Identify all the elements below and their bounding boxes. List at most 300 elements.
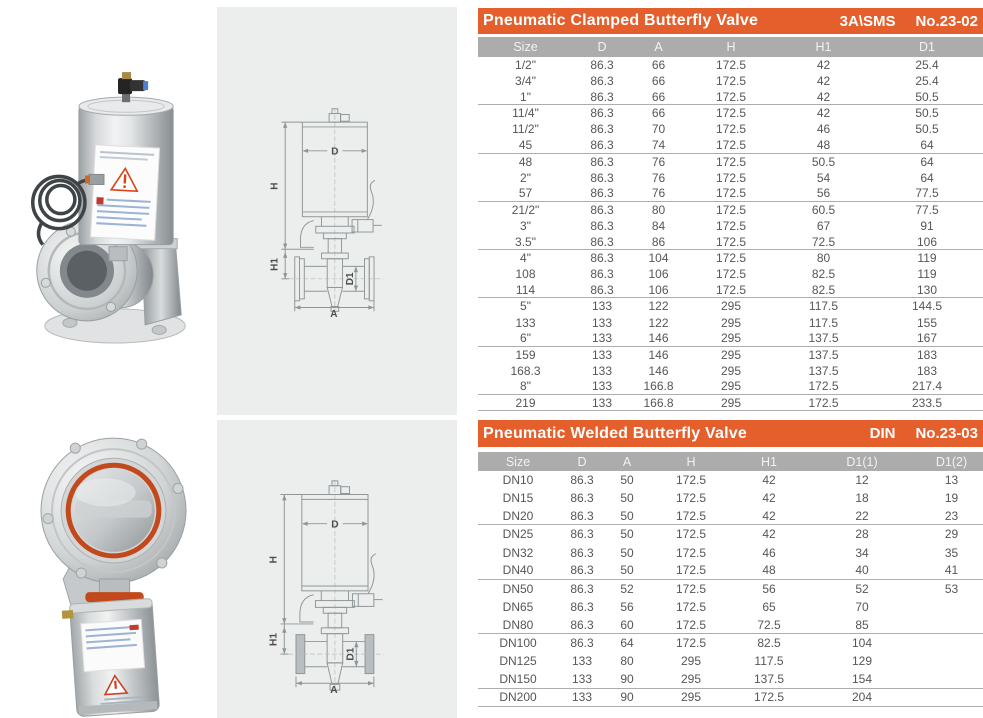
table-cell: 172.5 — [675, 581, 707, 596]
table-cell: 82.5 — [811, 282, 836, 297]
table-cell: 133 — [591, 299, 613, 314]
table-cell: 172.5 — [675, 527, 707, 542]
column-header: D — [577, 454, 587, 469]
table-cell: 159 — [515, 347, 536, 362]
table-cell: 183 — [916, 347, 938, 362]
table-cell: 172.5 — [675, 545, 707, 560]
table-cell: 86.3 — [590, 282, 614, 297]
table-cell: 64 — [920, 170, 934, 185]
dim-label-H1: H1 — [269, 258, 281, 271]
table-cell: 295 — [680, 690, 702, 705]
table-cell: 172.5 — [715, 282, 747, 297]
welded-valve-photo-illustration — [22, 426, 200, 718]
table-cell: 166.8 — [643, 379, 674, 394]
flange-bore-inner — [67, 251, 107, 291]
table-cell: 86.3 — [570, 563, 594, 578]
table-cell: 90 — [620, 672, 634, 687]
table-cell: 86.3 — [590, 138, 614, 153]
table-cell: 76 — [651, 154, 666, 169]
table-cell: 137.5 — [808, 363, 839, 378]
table-standard: DIN — [869, 425, 896, 442]
table-title-bar — [478, 8, 983, 34]
table-cell: 130 — [916, 282, 938, 297]
table-cell: 3" — [520, 218, 531, 233]
table-cell: 64 — [920, 154, 934, 169]
table-cell: 11/4" — [512, 106, 539, 121]
dim-label-D: D — [331, 519, 339, 531]
base-hole — [152, 325, 166, 334]
column-header-row — [478, 452, 983, 471]
table-cell: 295 — [680, 672, 702, 687]
table-cell: 77.5 — [915, 202, 939, 217]
table-cell: 12 — [855, 473, 869, 488]
table-cell: 86.3 — [590, 106, 614, 121]
table-cell: 48 — [762, 563, 776, 578]
table-row — [478, 580, 983, 598]
table-cell: 86.3 — [570, 636, 594, 651]
dim-label-A: A — [330, 685, 338, 694]
table-cell: 64 — [920, 138, 934, 153]
table-cell: 86.3 — [590, 154, 614, 169]
table-cell: 295 — [680, 654, 702, 669]
air-elbow-fitting — [118, 78, 132, 94]
table-cell: 56 — [816, 186, 831, 201]
table-cell: 172.5 — [675, 600, 707, 615]
table-cell: 86.3 — [590, 89, 614, 104]
product-photo-clamped-valve — [22, 42, 194, 348]
table-cell: 53 — [944, 581, 959, 596]
table-cell: 18 — [855, 491, 869, 506]
table-cell: 5" — [520, 299, 531, 314]
table-cell: 50 — [620, 491, 634, 506]
table-cell: 65 — [762, 600, 776, 615]
table-cell: 50.5 — [915, 122, 939, 137]
table-title: Pneumatic Clamped Butterfly Valve — [483, 12, 759, 29]
table-cell: 133 — [591, 315, 613, 330]
table-cell: 172.5 — [715, 218, 747, 233]
dim-label-D1: D1 — [345, 647, 357, 661]
table-row — [478, 471, 983, 489]
table-cell: 80 — [816, 251, 831, 266]
table-row — [478, 73, 983, 89]
table-cell: 172.5 — [675, 491, 707, 506]
table-cell: 46 — [762, 545, 776, 560]
table-cell: 122 — [648, 299, 669, 314]
disc-shine — [75, 478, 135, 506]
clamped-valve-photo-illustration — [22, 42, 194, 348]
table-cell: 66 — [651, 58, 666, 73]
table-cell: 50 — [620, 545, 634, 560]
table-cell: 42 — [816, 58, 831, 73]
table-cell: 133 — [515, 315, 536, 330]
dim-label-A: A — [330, 309, 338, 318]
table-cell: 19 — [944, 491, 959, 506]
table-body — [478, 471, 983, 707]
table-row — [478, 57, 983, 73]
column-header: Size — [505, 454, 531, 469]
table-cell: 11/2" — [512, 122, 539, 137]
table-cell: 80 — [651, 202, 666, 217]
table-cell: 23 — [944, 508, 959, 523]
table-cell: 133 — [591, 363, 613, 378]
column-header: D1(2) — [935, 454, 968, 469]
table-row — [478, 489, 983, 507]
table-cell: 42 — [762, 491, 776, 506]
table-cell: 295 — [720, 379, 742, 394]
table-cell: 1/2" — [515, 58, 536, 73]
dim-label-D1: D1 — [345, 272, 357, 286]
table-cell: 117.5 — [808, 315, 839, 330]
table-cell: 144.5 — [911, 299, 943, 314]
flange-bolt — [106, 302, 115, 311]
table-cell: 295 — [720, 395, 742, 410]
table-cell: 86.3 — [570, 491, 594, 506]
table-cell: 119 — [917, 267, 937, 282]
table-cell: DN100 — [499, 636, 537, 651]
table-cell: 86.3 — [570, 508, 594, 523]
table-cell: 172.5 — [675, 473, 707, 488]
table-row — [478, 689, 983, 707]
table-row — [478, 616, 983, 634]
table-cell: 183 — [916, 363, 938, 378]
table-cell: 4" — [520, 251, 531, 266]
dimension-drawing — [256, 476, 408, 694]
table-row — [478, 507, 983, 525]
table-cell: 167 — [916, 331, 938, 346]
bracket-outline — [300, 221, 313, 248]
flange-bolt — [41, 278, 50, 287]
table-row — [478, 170, 983, 186]
technical-drawing-welded — [256, 476, 408, 694]
dimension-drawing — [256, 104, 408, 318]
table-cell: 295 — [720, 331, 742, 346]
table-cell: 42 — [762, 527, 776, 542]
table-cell: 172.5 — [808, 379, 839, 394]
table-cell: 1" — [520, 89, 531, 104]
table-cell: 166.8 — [643, 395, 674, 410]
table-cell: 86.3 — [570, 527, 594, 542]
table-cell: 66 — [651, 74, 666, 89]
table-cell: 172.5 — [715, 186, 747, 201]
table-cell: 217.4 — [911, 379, 943, 394]
table-cell: 106 — [916, 234, 938, 249]
table-number: No.23-02 — [915, 12, 978, 30]
table-cell: 82.5 — [811, 267, 836, 282]
table-cell: 50.5 — [811, 154, 836, 169]
table-cell: 70 — [855, 600, 869, 615]
table-cell: 67 — [816, 218, 831, 233]
table-cell: DN10 — [502, 473, 534, 488]
column-header: D1(1) — [846, 454, 878, 469]
table-cell: 172.5 — [808, 395, 839, 410]
cable — [368, 554, 376, 594]
table-number: No.23-03 — [915, 425, 978, 442]
table-cell: 172.5 — [715, 267, 747, 282]
table-row — [478, 379, 983, 395]
table-cell: 90 — [620, 690, 634, 705]
table-cell: 42 — [762, 473, 776, 488]
table-cell: 66 — [651, 89, 666, 104]
table-cell: 133 — [571, 690, 593, 705]
table-cell: 48 — [518, 154, 533, 169]
table-row — [478, 266, 983, 282]
table-cell: 42 — [816, 106, 831, 121]
table-row — [478, 105, 983, 121]
table-cell: DN32 — [502, 545, 534, 560]
table-cell: 35 — [944, 545, 959, 560]
table-row — [478, 363, 983, 379]
table-cell: 86.3 — [590, 122, 614, 137]
column-header: H1 — [815, 40, 832, 54]
table-row — [478, 89, 983, 105]
table-cell: 133 — [591, 347, 613, 362]
table-cell: 86.3 — [570, 545, 594, 560]
table-row — [478, 652, 983, 670]
table-cell: 64 — [620, 636, 634, 651]
table-cell: 56 — [620, 600, 634, 615]
dim-label-H: H — [268, 556, 280, 564]
table-row — [478, 154, 983, 170]
table-cell: 86.3 — [590, 267, 614, 282]
solenoid-valve — [352, 594, 373, 607]
table-cell: 129 — [851, 654, 873, 669]
table-cell: 86.3 — [570, 473, 594, 488]
table-cell: 86.3 — [590, 218, 614, 233]
table-row — [478, 298, 983, 314]
table-cell: 146 — [648, 331, 669, 346]
table-cell: 29 — [944, 527, 959, 542]
column-header: D1 — [919, 40, 935, 54]
table-row — [478, 634, 983, 652]
table-cell: 50 — [620, 527, 634, 542]
dimension-arrows — [283, 122, 374, 309]
table-cell: DN20 — [502, 508, 534, 523]
table-cell: 86.3 — [590, 170, 614, 185]
fitting-brass — [62, 610, 74, 619]
table-body — [478, 57, 983, 411]
table-cell: 86.3 — [570, 617, 594, 632]
table-cell: 172.5 — [753, 690, 785, 705]
table-cell: 3/4" — [515, 74, 536, 89]
table-cell: 42 — [762, 508, 776, 523]
table-cell: DN125 — [499, 654, 537, 669]
table-cell: 72.5 — [811, 234, 836, 249]
table-cell: 137.5 — [753, 672, 785, 687]
table-cell: 80 — [620, 654, 634, 669]
column-header-row — [478, 37, 983, 57]
table-cell: 233.5 — [911, 395, 943, 410]
table-cell: 133 — [571, 654, 593, 669]
table-cell: 13 — [944, 473, 959, 488]
table-row — [478, 544, 983, 562]
table-cell: 86 — [651, 234, 666, 249]
table-row — [478, 137, 983, 153]
table-cell: 133 — [571, 672, 593, 687]
table-cell: 50 — [620, 563, 634, 578]
air-elbow-arm — [130, 80, 145, 91]
table-cell: 41 — [944, 563, 959, 578]
table-cell: 60.5 — [811, 202, 836, 217]
table-cell: 91 — [920, 218, 934, 233]
table-cell: 108 — [515, 267, 536, 282]
table-title-bar — [478, 420, 983, 447]
table-cell: 42 — [816, 89, 831, 104]
table-cell: 86.3 — [570, 581, 594, 596]
table-row — [478, 250, 983, 266]
table-cell: 72.5 — [757, 617, 781, 632]
product-photo-welded-valve — [22, 426, 200, 718]
table-cell: 133 — [591, 379, 613, 394]
column-header: A — [622, 454, 632, 469]
table-cell: 295 — [720, 363, 742, 378]
table-cell: 172.5 — [675, 563, 707, 578]
table-cell: 117.5 — [754, 654, 784, 669]
table-cell: 34 — [855, 545, 869, 560]
table-cell: DN150 — [499, 672, 537, 687]
dim-label-H: H — [269, 182, 281, 190]
spec-table-welded — [478, 420, 983, 707]
table-cell: 172.5 — [675, 508, 707, 523]
cable-gland-tip — [85, 175, 90, 183]
table-cell: 74 — [651, 138, 666, 153]
table-cell: 172.5 — [675, 636, 707, 651]
column-header: A — [654, 40, 663, 54]
table-cell: 28 — [855, 527, 869, 542]
table-cell: 172.5 — [715, 74, 747, 89]
table-cell: 172.5 — [715, 170, 747, 185]
table-cell: 8" — [520, 379, 531, 394]
table-cell: 295 — [720, 347, 742, 362]
table-cell: 50.5 — [915, 106, 939, 121]
table-row — [478, 525, 983, 543]
table-row — [478, 282, 983, 298]
table-cell: 6" — [520, 331, 531, 346]
table-cell: 86.3 — [570, 600, 594, 615]
table-cell: 45 — [518, 138, 533, 153]
table-cell: 172.5 — [715, 138, 747, 153]
table-cell: DN15 — [502, 491, 534, 506]
technical-drawing-clamped — [256, 104, 408, 318]
table-row — [478, 331, 983, 347]
table-cell: DN200 — [499, 690, 537, 705]
table-cell: 60 — [620, 617, 634, 632]
table-cell: 172.5 — [715, 58, 747, 73]
table-cell: 82.5 — [757, 636, 781, 651]
actuator-cylinder — [61, 598, 159, 717]
table-row — [478, 395, 983, 411]
column-header: Size — [513, 40, 538, 54]
table-cell: 21/2" — [511, 202, 540, 217]
table-cell: 52 — [855, 581, 869, 596]
table-cell: 119 — [917, 251, 937, 266]
table-row — [478, 202, 983, 218]
table-cell: 70 — [651, 122, 666, 137]
valve-stem — [109, 247, 127, 261]
table-cell: 85 — [855, 617, 869, 632]
table-cell: 133 — [591, 331, 613, 346]
table-cell: DN40 — [502, 563, 534, 578]
table-cell: 46 — [816, 122, 831, 137]
table-cell: 168.3 — [510, 363, 541, 378]
table-cell: 172.5 — [675, 617, 707, 632]
table-cell: 76 — [651, 186, 666, 201]
table-row — [478, 186, 983, 202]
table-cell: 172.5 — [715, 106, 747, 121]
column-header: D — [597, 40, 607, 54]
table-title: Pneumatic Welded Butterfly Valve — [483, 424, 747, 442]
table-cell: 86.3 — [590, 251, 614, 266]
table-cell: 3.5" — [515, 234, 536, 249]
table-cell: 155 — [916, 315, 938, 330]
table-cell: 117.5 — [808, 299, 839, 314]
table-cell: 295 — [720, 315, 742, 330]
table-cell: 204 — [851, 690, 873, 705]
table-cell: 86.3 — [590, 234, 614, 249]
label-red-mark — [96, 197, 103, 204]
table-cell: 84 — [651, 218, 666, 233]
table-cell: 2" — [520, 170, 531, 185]
table-cell: 104 — [648, 251, 669, 266]
table-cell: 86.3 — [590, 202, 614, 217]
table-row — [478, 234, 983, 250]
table-cell: 48 — [816, 138, 831, 153]
table-cell: 104 — [851, 636, 873, 651]
table-cell: 56 — [762, 581, 776, 596]
table-cell: 106 — [648, 282, 669, 297]
table-row — [478, 315, 983, 331]
table-cell: 42 — [816, 74, 831, 89]
fitting-brass-nut — [122, 72, 131, 79]
table-cell: 22 — [855, 508, 869, 523]
solenoid-valve — [352, 220, 373, 232]
table-cell: 146 — [648, 363, 669, 378]
table-row — [478, 218, 983, 234]
table-cell: 172.5 — [715, 154, 747, 169]
cable-gland — [89, 174, 104, 184]
table-row — [478, 562, 983, 580]
table-cell: 146 — [648, 347, 669, 362]
table-row — [478, 598, 983, 616]
table-cell: DN80 — [502, 617, 534, 632]
table-cell: 54 — [816, 170, 831, 185]
table-row — [478, 671, 983, 689]
table-cell: 133 — [591, 395, 613, 410]
table-cell: 295 — [720, 299, 742, 314]
table-cell: 50 — [620, 508, 634, 523]
table-row — [478, 121, 983, 137]
table-cell: 114 — [515, 282, 536, 297]
table-cell: 40 — [855, 563, 869, 578]
table-cell: 57 — [518, 186, 533, 201]
table-cell: 172.5 — [715, 122, 747, 137]
spec-table-clamped — [478, 8, 983, 411]
table-cell: DN50 — [502, 581, 534, 596]
table-cell: 25.4 — [915, 58, 939, 73]
table-cell: 106 — [648, 267, 669, 282]
table-cell: DN25 — [502, 527, 534, 542]
table-cell: 172.5 — [715, 251, 747, 266]
table-cell: 172.5 — [715, 202, 747, 217]
table-cell: 86.3 — [590, 186, 614, 201]
table-cell: 86.3 — [590, 58, 614, 73]
table-cell: 137.5 — [808, 331, 839, 346]
table-cell: 137.5 — [808, 347, 839, 362]
column-header: H — [686, 454, 696, 469]
table-cell: 66 — [651, 106, 666, 121]
table-cell: 172.5 — [715, 234, 747, 249]
table-cell: 76 — [651, 170, 666, 185]
dim-label-D: D — [331, 146, 339, 158]
